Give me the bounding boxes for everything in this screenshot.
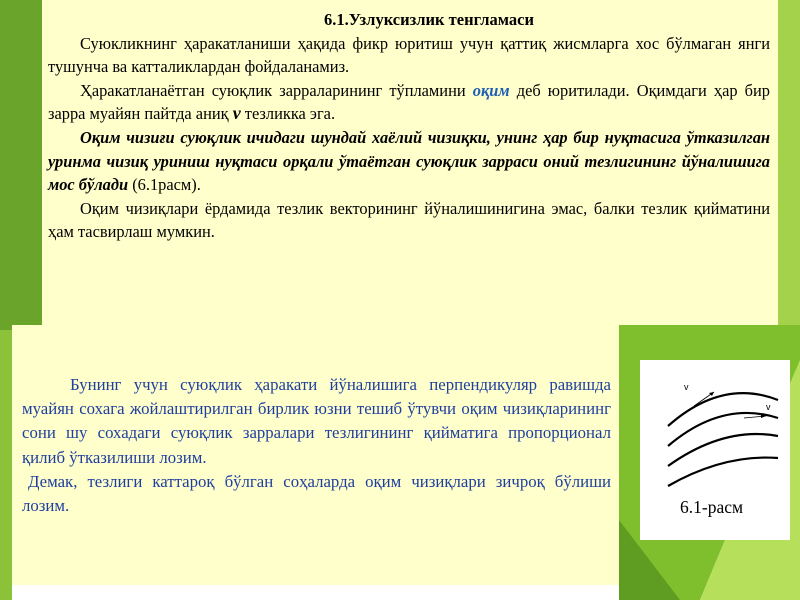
bottom-text-panel <box>12 325 619 585</box>
bottom-paragraph-2: Демак, тезлиги каттароқ бўлган соҳаларда оқим чизиқлари зичроқ бўлиши лозим. <box>22 471 611 516</box>
paragraph-1: Суюкликнинг ҳаракатланиши ҳақида фикр юритиш учун қаттиқ жисмларга хос бўлмаган янги тушунча ва катталиклардан фойдаланамиз. <box>48 33 770 77</box>
section-title: 6.1.Узлуксизлик тенгламаси <box>324 10 534 29</box>
figure-reference: (6.1расм). <box>132 175 201 195</box>
streamline-4 <box>668 458 778 486</box>
paragraph-4: Оқим чизиқлари ёрдамида тезлик векторининг йўналишинигина эмас, балки тезлик қийматини ҳам тасвирлаш мумкин. <box>48 198 770 242</box>
streamline-2 <box>668 413 778 446</box>
velocity-symbol: v <box>232 103 241 124</box>
paragraph-2 <box>48 79 770 126</box>
streamline-1 <box>668 393 778 426</box>
paragraph-2-end: тезликка эга. <box>244 104 336 124</box>
paragraph-2-middle: деб юритилади. Оқимдаги ҳар бир зарра муайян пайтда аниқ <box>48 80 770 124</box>
definition-text: Оқим чизиғи суюқлик ичидаги шундай хаёлий чизиқки, унинг ҳар бир нуқтасига ўтказилган уринма чизиқ уриниш нуқтаси орқали ўтаётган суюқлик зарраси оний тезлигининг йўналишига мос бўлади <box>48 127 770 195</box>
highlight-term: оқим <box>472 80 510 100</box>
paragraph-3 <box>48 126 770 197</box>
velocity-label-2: v <box>766 402 771 412</box>
velocity-label-1: v <box>684 382 689 392</box>
figure-caption: 6.1-расм <box>680 497 744 517</box>
top-text-panel <box>42 0 778 325</box>
bottom-paragraph-1: Бунинг учун суюқлик ҳаракати йўналишига перпендикуляр равишда муайян сохага жойлаштирилган бирлик юзни тешиб ўтувчи оқим чизиқларининг сони шу сохадаги суюқлик зарралари тезлигининг қийматига пропорционал қилиб ўтказилиши лозим. <box>22 375 611 467</box>
streamline-3 <box>668 434 778 466</box>
paragraph-2-start: Ҳаракатланаётган суюқлик зарраларининг тўпламини <box>80 80 466 100</box>
